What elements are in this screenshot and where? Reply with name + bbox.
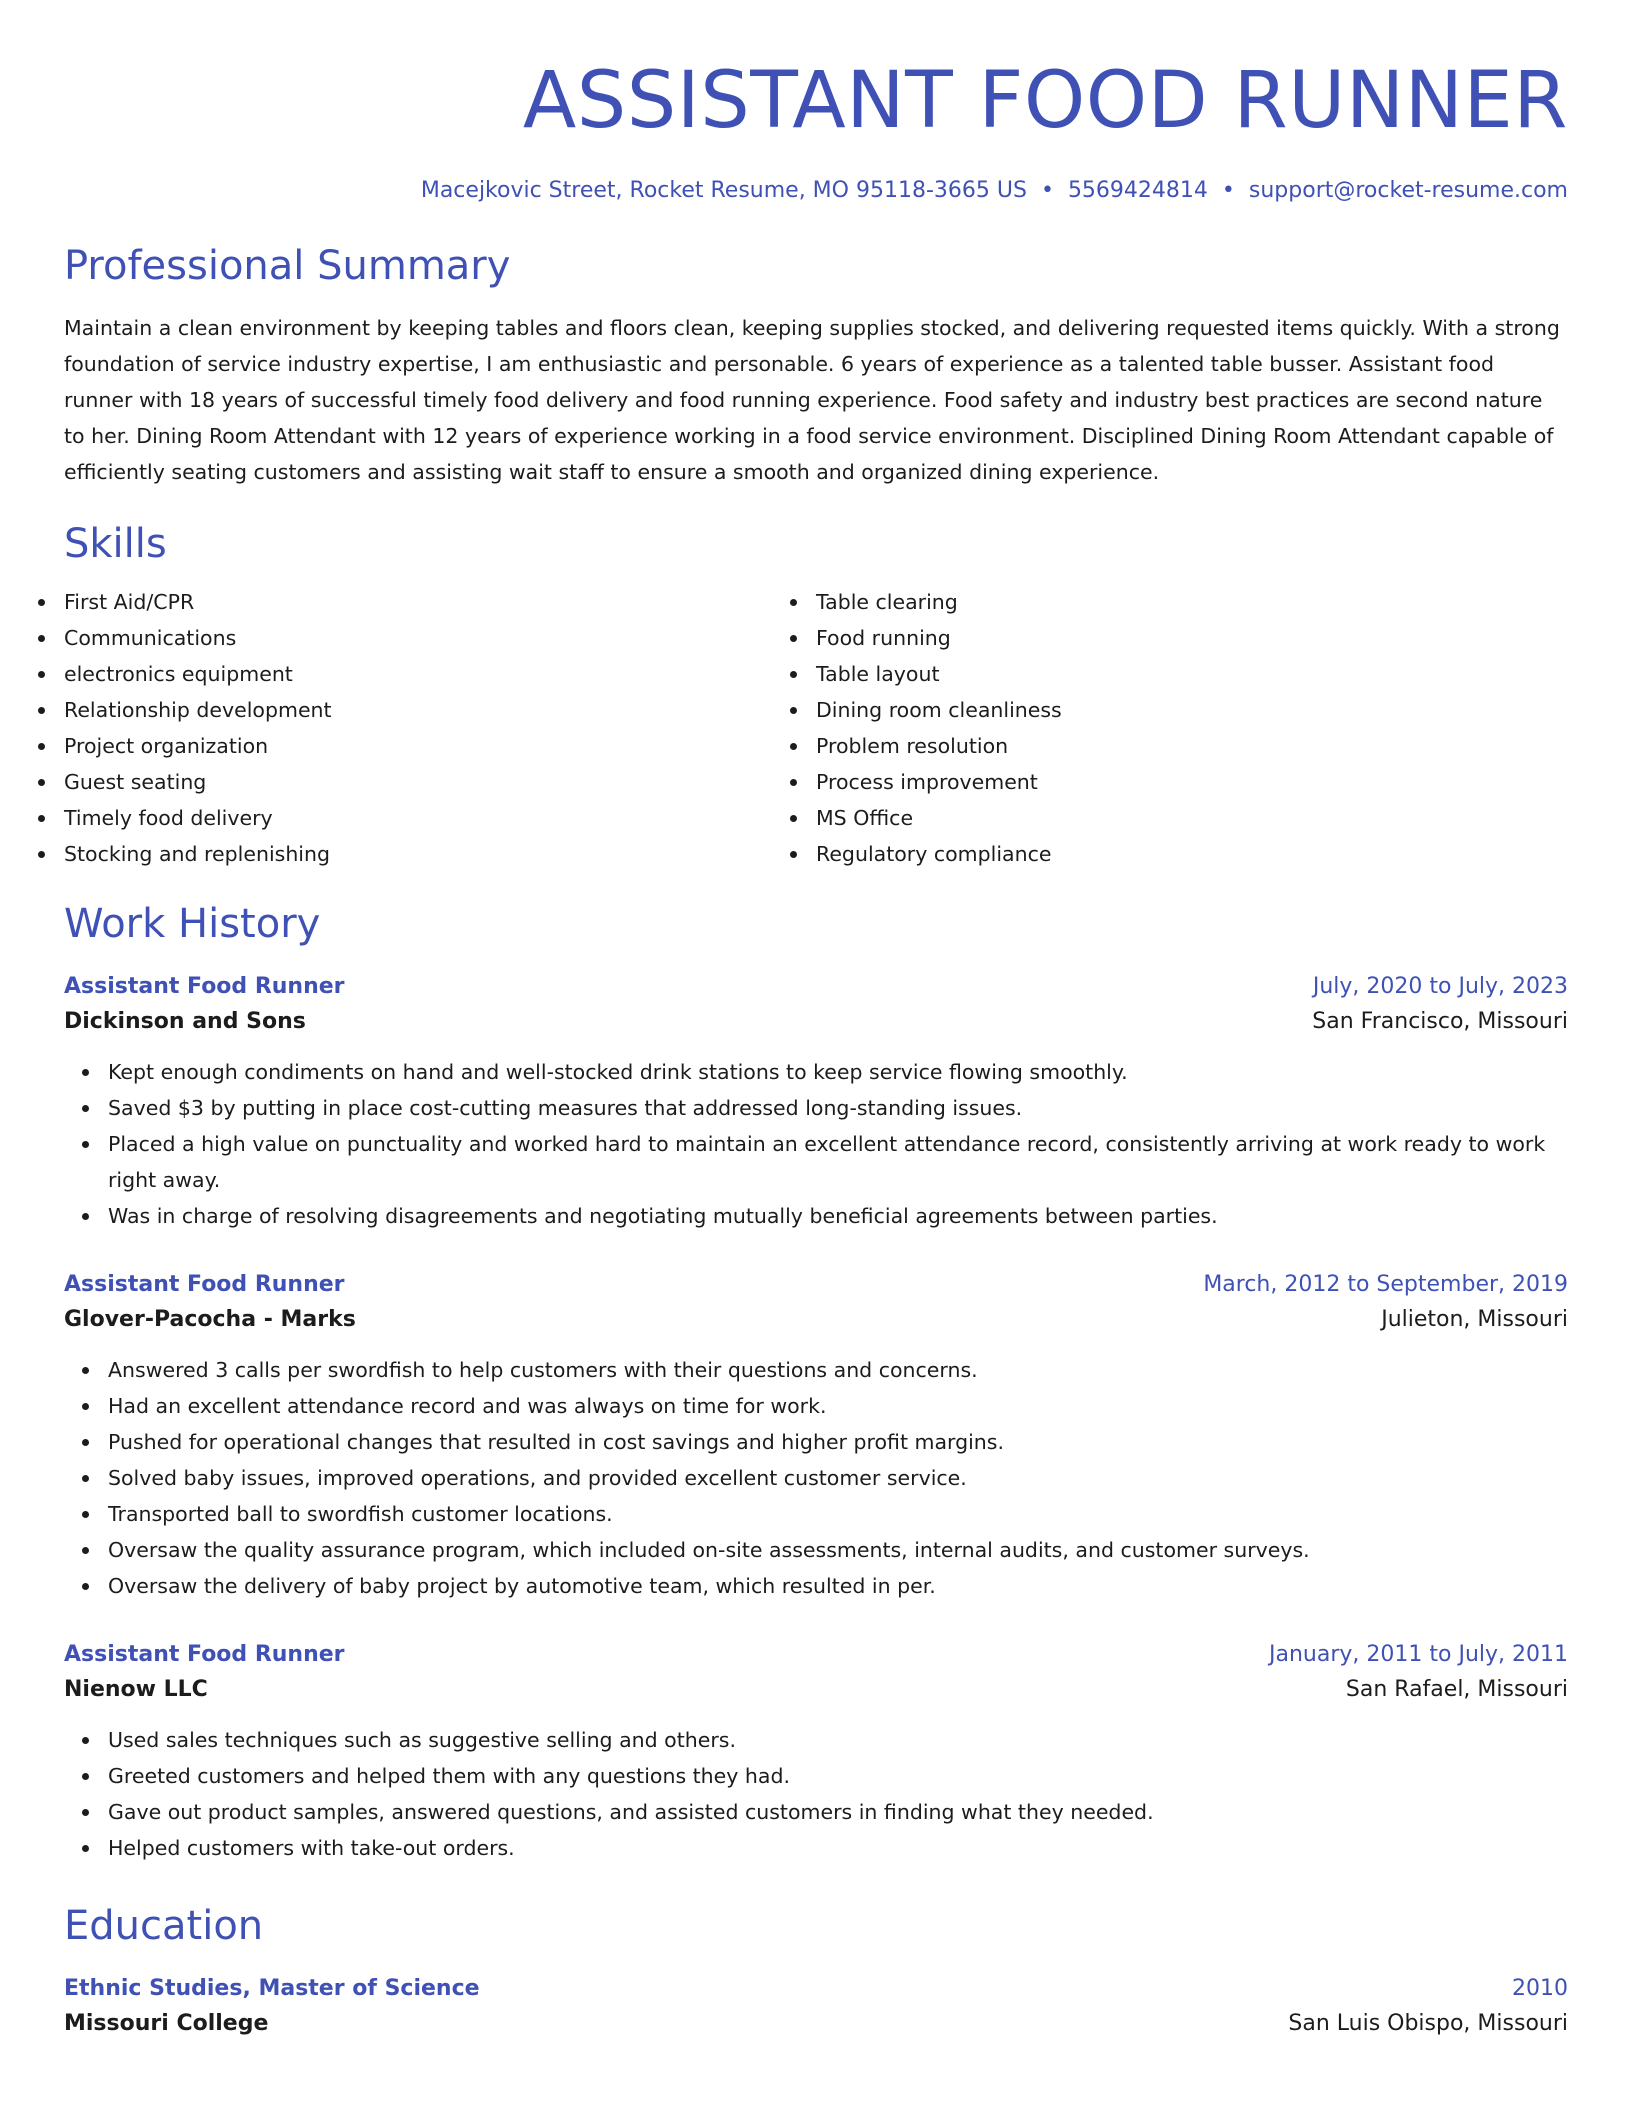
job-entry — [64, 972, 1568, 1234]
work-history-heading: Work History — [64, 901, 321, 947]
job-bullet: Placed a high value on punctuality and worked hard to maintain an excellent attendance record, consistently arriving at work ready to work right away. — [108, 1126, 1568, 1198]
job-bullets — [64, 1054, 1568, 1234]
skill-item: Table layout — [816, 656, 1568, 692]
job-location: San Francisco, Missouri — [1312, 1009, 1568, 1034]
job-bullet: Transported ball to swordfish customer locations. — [108, 1496, 1568, 1532]
job-bullet: Used sales techniques such as suggestive selling and others. — [108, 1722, 1568, 1758]
skills-heading: Skills — [64, 521, 167, 567]
skill-item: Problem resolution — [816, 728, 1568, 764]
job-location: Julieton, Missouri — [1381, 1307, 1568, 1332]
skill-item: Relationship development — [64, 692, 816, 728]
education-location: San Luis Obispo, Missouri — [1288, 2011, 1568, 2036]
work-history-section — [64, 900, 1568, 1866]
skill-item: MS Office — [816, 800, 1568, 836]
education-school-row — [64, 2004, 1568, 2044]
job-location: San Rafael, Missouri — [1345, 1677, 1568, 1702]
job-bullet: Oversaw the delivery of baby project by automotive team, which resulted in per. — [108, 1568, 1568, 1604]
skills-column-left — [64, 584, 816, 872]
contact-line — [64, 176, 1568, 206]
contact-separator: • — [1040, 178, 1054, 203]
summary-section — [64, 242, 1568, 490]
skill-item: Dining room cleanliness — [816, 692, 1568, 728]
skill-item: Regulatory compliance — [816, 836, 1568, 872]
job-bullet: Pushed for operational changes that resulted in cost savings and higher profit margins. — [108, 1424, 1568, 1460]
job-title: Assistant Food Runner — [64, 1272, 345, 1297]
job-employer: Dickinson and Sons — [64, 1009, 306, 1034]
education-section — [64, 1902, 1568, 2044]
skill-item: First Aid/CPR — [64, 584, 816, 620]
skill-item: Process improvement — [816, 764, 1568, 800]
skill-item: Timely food delivery — [64, 800, 816, 836]
job-employer: Glover-Pacocha - Marks — [64, 1307, 356, 1332]
skill-item: Communications — [64, 620, 816, 656]
job-employer: Nienow LLC — [64, 1677, 208, 1702]
skills-column-right — [816, 584, 1568, 872]
summary-text: Maintain a clean environment by keeping tables and floors clean, keeping supplies stocked, and delivering requested items quickly. With a strong foundation of service industry expertise, I am enthusiastic and personable. 6 years of experience as a talented table busser. Assistant food runner with 18 years of successful timely food delivery and food running experience. Food safety and industry best practices are second nature to her. Dining Room Attendant with 12 years of experience working in a food service environment. Disciplined Dining Room Attendant capable of efficiently seating customers and assisting wait staff to ensure a smooth and organized dining experience. — [64, 316, 1560, 484]
job-bullet: Gave out product samples, answered questions, and assisted customers in finding what they needed. — [108, 1794, 1568, 1830]
job-bullet: Helped customers with take-out orders. — [108, 1830, 1568, 1866]
candidate-name: ASSISTANT FOOD RUNNER — [522, 56, 1568, 146]
job-title-row — [64, 972, 1568, 1002]
job-bullet: Kept enough condiments on hand and well-stocked drink stations to keep service flowing smoothly. — [108, 1054, 1568, 1090]
job-bullet: Saved $3 by putting in place cost-cutting measures that addressed long-standing issues. — [108, 1090, 1568, 1126]
education-entry — [64, 1974, 1568, 2044]
job-bullet: Was in charge of resolving disagreements and negotiating mutually beneficial agreements between parties. — [108, 1198, 1568, 1234]
job-entry — [64, 1640, 1568, 1866]
job-title: Assistant Food Runner — [64, 974, 345, 999]
job-bullets — [64, 1352, 1568, 1604]
skill-item: Table clearing — [816, 584, 1568, 620]
job-bullet: Solved baby issues, improved operations, and provided excellent customer service. — [108, 1460, 1568, 1496]
summary-heading: Professional Summary — [64, 243, 511, 289]
skill-item: Guest seating — [64, 764, 816, 800]
job-bullet: Greeted customers and helped them with any questions they had. — [108, 1758, 1568, 1794]
job-bullets — [64, 1722, 1568, 1866]
skill-item: Stocking and replenishing — [64, 836, 816, 872]
education-year: 2010 — [1512, 1976, 1568, 2001]
contact-email[interactable]: support@rocket-resume.com — [1248, 178, 1568, 203]
job-bullet: Answered 3 calls per swordfish to help customers with their questions and concerns. — [108, 1352, 1568, 1388]
education-degree: Ethnic Studies, Master of Science — [64, 1976, 480, 2001]
job-dates: March, 2012 to September, 2019 — [1203, 1272, 1568, 1297]
contact-separator: • — [1221, 178, 1235, 203]
contact-address: Macejkovic Street, Rocket Resume, MO 95118-3665 US — [420, 178, 1027, 203]
education-school: Missouri College — [64, 2011, 269, 2036]
job-employer-row — [64, 1300, 1568, 1340]
job-bullet: Had an excellent attendance record and was always on time for work. — [108, 1388, 1568, 1424]
job-entry — [64, 1270, 1568, 1604]
job-title-row — [64, 1270, 1568, 1300]
resume-header — [64, 0, 1568, 206]
job-title: Assistant Food Runner — [64, 1642, 345, 1667]
education-heading: Education — [64, 1903, 264, 1949]
job-title-row — [64, 1640, 1568, 1670]
education-degree-row — [64, 1974, 1568, 2004]
skills-grid — [64, 584, 1568, 872]
job-employer-row — [64, 1670, 1568, 1710]
contact-phone: 5569424814 — [1067, 178, 1208, 203]
job-employer-row — [64, 1002, 1568, 1042]
skill-item: electronics equipment — [64, 656, 816, 692]
job-dates: July, 2020 to July, 2023 — [1312, 974, 1568, 999]
skill-item: Food running — [816, 620, 1568, 656]
skill-item: Project organization — [64, 728, 816, 764]
job-dates: January, 2011 to July, 2011 — [1269, 1642, 1568, 1667]
skills-section — [64, 520, 1568, 872]
job-bullet: Oversaw the quality assurance program, which included on-site assessments, internal audits, and customer surveys. — [108, 1532, 1568, 1568]
